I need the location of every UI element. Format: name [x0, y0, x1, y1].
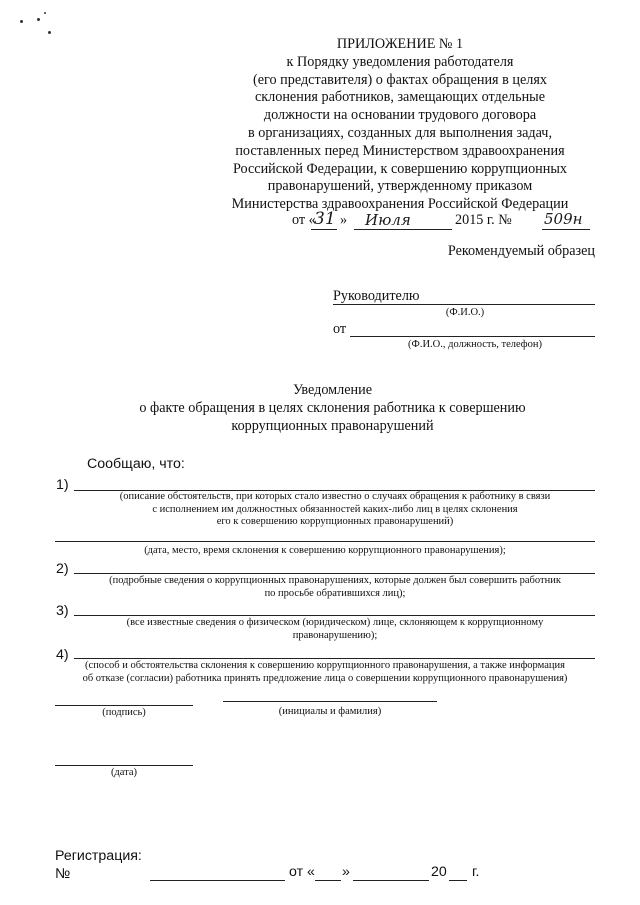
from-caption: (Ф.И.О., должность, телефон) [408, 339, 542, 350]
notice-subtitle: о факте обращения в целях склонения работника к совершению [139, 400, 526, 416]
item-3-caption: (все известные сведения о физическом (юридическом) лице, склоняющем к коррупционному правонарушению); [126, 617, 544, 641]
item-2-field[interactable] [74, 573, 595, 574]
appendix-line: к Порядку уведомления работодателя [286, 53, 514, 70]
day-underline [311, 229, 337, 230]
appendix-line: склонения работников, замещающих отдельные [254, 89, 546, 106]
scan-speck [37, 18, 40, 21]
notice-title: Уведомление [292, 382, 373, 398]
scan-speck [48, 31, 51, 34]
appendix-line: (его представителя) о фактах обращения в целях [253, 71, 547, 88]
handwritten-month: Июля [365, 211, 411, 229]
registration-year-prefix: 20 [431, 864, 447, 880]
scan-speck [20, 20, 23, 23]
signature-caption: (подпись) [102, 707, 146, 718]
notice-subtitle: коррупционных правонарушений [231, 418, 434, 434]
registration-number-field[interactable] [150, 880, 285, 881]
name-caption: (инициалы и фамилия) [278, 706, 382, 717]
month-underline [354, 229, 452, 230]
registration-from-prefix: от « [289, 864, 315, 880]
order-date-line [282, 209, 612, 234]
item-4-field[interactable] [74, 658, 595, 659]
date-field[interactable] [55, 765, 193, 766]
item-1-date-caption: (дата, место, время склонения к совершению коррупционного правонарушения); [144, 545, 506, 556]
item-2-caption: (подробные сведения о коррупционных правонарушениях, которые должен был совершить работник по просьбе обратившихся лиц); [109, 575, 561, 599]
registration-year-field[interactable] [449, 880, 467, 881]
notice-title-block [60, 381, 605, 435]
item-number: 4) [56, 647, 69, 663]
scan-speck [44, 12, 46, 14]
date-close: » [340, 212, 348, 228]
from-field[interactable] [350, 336, 595, 337]
name-field[interactable] [223, 701, 437, 702]
intro-text: Сообщаю, что: [87, 456, 185, 472]
appendix-line: Министерства здравоохранения Российской Федерации [231, 196, 569, 213]
appendix-line: в организациях, созданных для выполнения задач, [247, 124, 552, 141]
item-number: 2) [56, 561, 69, 577]
registration-month-field[interactable] [353, 880, 429, 881]
registration-label: Регистрация: [55, 848, 142, 864]
item-3-field[interactable] [74, 615, 595, 616]
handwritten-day: 31 [314, 209, 336, 229]
recommended-sample: Рекомендуемый образец [447, 243, 595, 259]
item-number: 1) [56, 477, 69, 493]
registration-year-suffix: г. [472, 864, 480, 880]
item-4-caption: (способ и обстоятельства склонения к совершению коррупционного правонарушения, а также информация об отказе (согласии) работника принять предложение лица о совершении коррупционного правонарушения) [82, 660, 568, 684]
signature-field[interactable] [55, 705, 193, 706]
to-head-field[interactable] [333, 304, 595, 305]
registration-number-sign: № [55, 866, 71, 882]
appendix-header [190, 36, 610, 214]
appendix-line: поставленных перед Министерством здравоохранения [235, 142, 565, 159]
from-label: от [333, 321, 347, 337]
item-number: 3) [56, 603, 69, 619]
date-prefix: от « [292, 212, 316, 228]
to-head-caption: (Ф.И.О.) [445, 307, 485, 318]
appendix-line: правонарушений, утвержденному приказом [267, 178, 533, 195]
to-head-label: Руководителю [333, 288, 420, 304]
handwritten-order-number: 509н [544, 210, 583, 228]
item-1-date-field[interactable] [55, 541, 595, 542]
date-caption: (дата) [110, 767, 138, 778]
appendix-line: Российской Федерации, к совершению коррупционных [233, 160, 567, 177]
date-year: 2015 г. № [455, 212, 512, 228]
number-underline [542, 229, 590, 230]
registration-day-field[interactable] [315, 880, 341, 881]
registration-from-close: » [342, 864, 350, 880]
appendix-line: должности на основании трудового договора [263, 107, 537, 124]
appendix-title: ПРИЛОЖЕНИЕ № 1 [336, 36, 464, 52]
item-1-caption: (описание обстоятельств, при которых стало известно о случаях обращения к работнику в связи с исполнением им должностных обязанностей каких-либо лиц в целях склонения его к совершению коррупционных правонарушений) [119, 491, 551, 527]
